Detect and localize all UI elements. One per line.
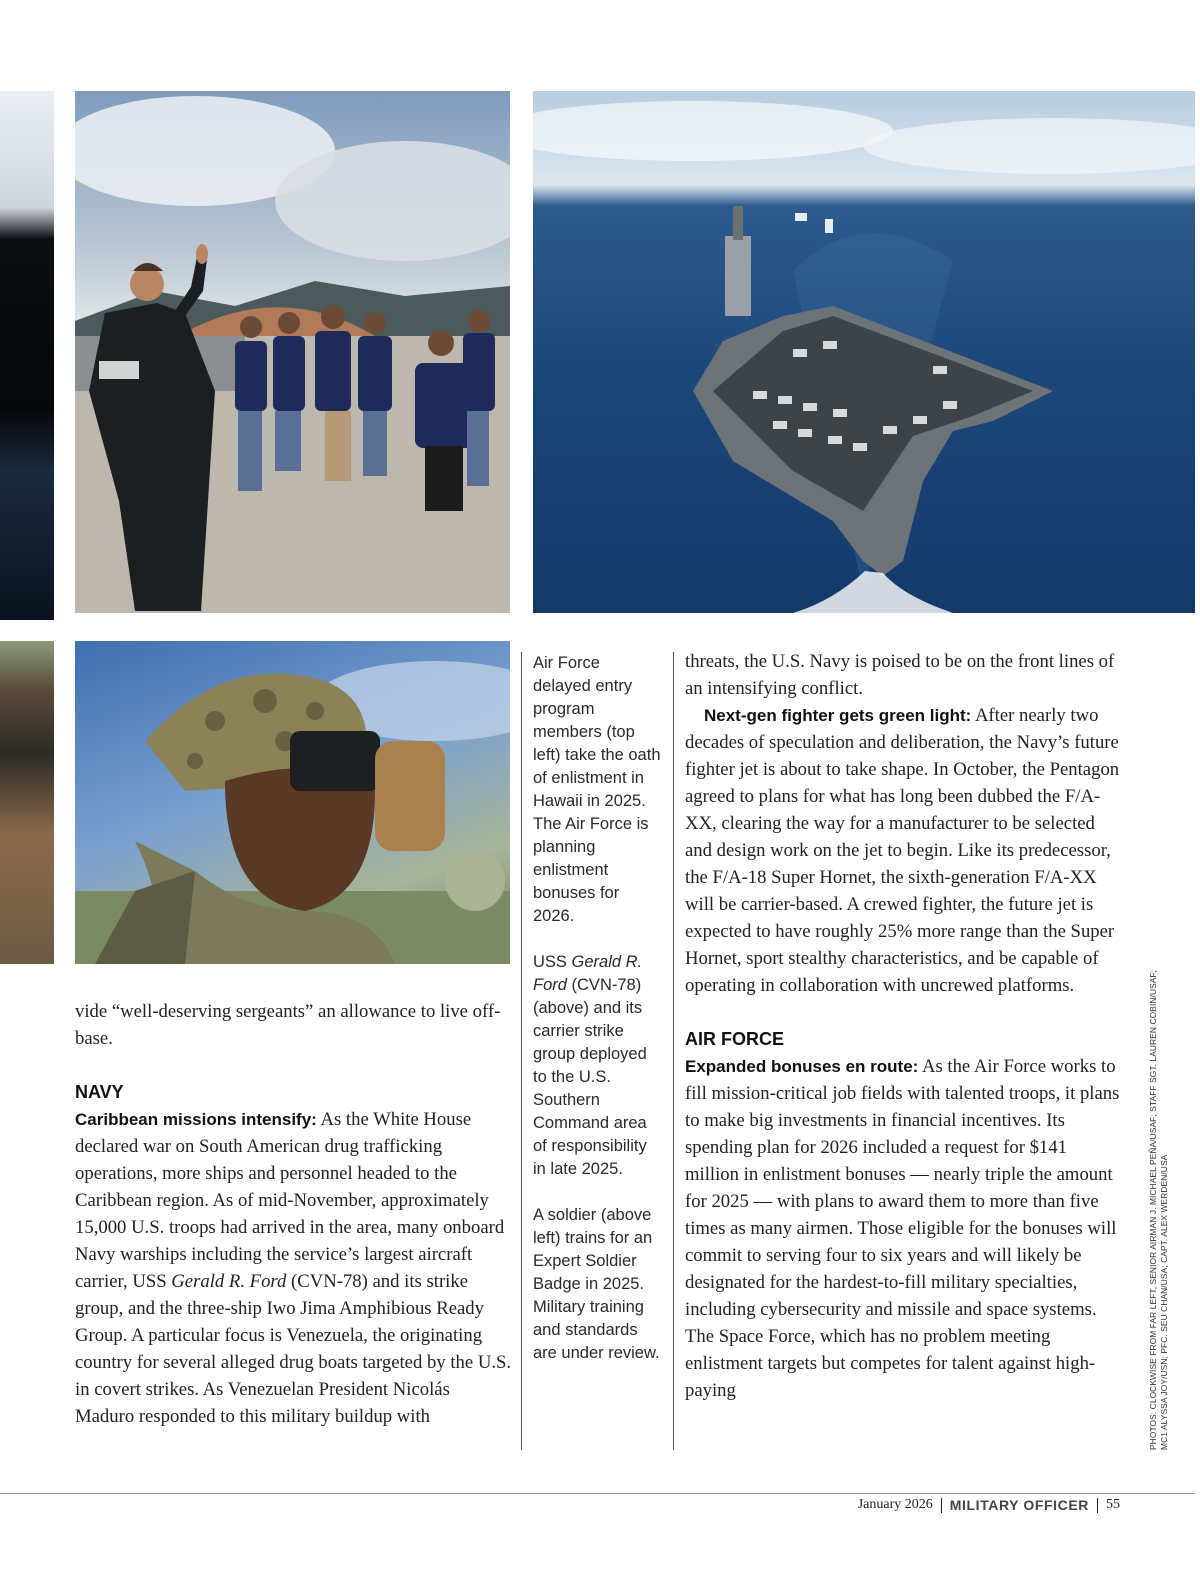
fighter-body: After nearly two decades of speculation and deliberation, the Navy’s future fighter jet is about to take shape. In October, the Pentagon agreed to plans for what has long been dubbed the F/A-XX, clearing the way for a manufacturer to be selected and design work on the jet to begin. Like its predecessor, the F/A-18 Super Hornet, the sixth-generation F/A-XX will be carrier-based. A crewed fighter, the future jet is expected to have roughly 25% more range than the Super Hornet, sport stealthy characteristics, and be capable of operating in collaboration with uncrewed platforms. <box>685 705 1120 996</box>
caption-soldier: A soldier (above left) trains for an Expert Soldier Badge in 2025. Military training and standards are under review. <box>533 1206 660 1362</box>
footer-date: January 2026 <box>857 1497 933 1512</box>
article-column-2 <box>685 648 1125 1404</box>
footer-separator <box>941 1498 942 1513</box>
footer-page-number: 55 <box>1106 1497 1120 1512</box>
navy-paragraph <box>75 1106 513 1430</box>
navy-body-1: As the White House declared war on South American drug trafficking operations, more ships and personnel headed to the Caribbean region. As of mid-November, approximately 15,000 U.S. troops had arrived in the area, many onboard Navy warships including the service’s largest aircraft carrier, USS <box>75 1109 505 1292</box>
photo-credit-line-2: MC1 ALYSSA JOY/USN; PFC. SEU CHAN/USA; CAPT. ALEX WERDEN/USA <box>1159 1154 1169 1450</box>
soldier-training-photo <box>75 641 510 964</box>
air-force-lead-in: Expanded bonuses en route: <box>685 1057 919 1076</box>
footer-separator <box>1097 1498 1098 1513</box>
caption-airmen: Air Force delayed entry program members (top left) take the oath of enlistment in Hawaii in 2025. The Air Force is planning enlistment bonuses for 2026. <box>533 654 661 925</box>
photo-credit-line-1: PHOTOS: CLOCKWISE FROM FAR LEFT, SENIOR AIRMAN J. MICHAEL PEÑA/USAF; STAFF SGT. LAUREN COBIN/USAF; <box>1148 969 1158 1450</box>
photo-credit <box>1148 970 1170 1450</box>
section-heading-air-force: AIR FORCE <box>685 1029 784 1049</box>
air-force-body: As the Air Force works to fill mission-critical job fields with talented troops, it plans to make big investments in financial incentives. Its spending plan for 2026 included a request for $141 million in enlistment bonuses — nearly triple the amount for 2025 — with plans to award them to more than five times as many airmen. Those eligible for the bonuses will commit to serving four to six years and will likely be designated for the hardest-to-fill military specialties, including cybersecurity and missile and space systems. The Space Force, which has no problem meeting enlistment targets but competes for talent against high-paying <box>685 1056 1120 1401</box>
column-divider <box>673 652 674 1450</box>
column-2-continuation: threats, the U.S. Navy is poised to be on the front lines of an intensifying conflict. <box>685 651 1115 699</box>
aircraft-carrier-photo <box>533 91 1195 613</box>
footer-magazine-name: MILITARY OFFICER <box>949 1497 1089 1513</box>
caption-ship-name: Gerald R. Ford <box>533 953 643 994</box>
cropped-photo-left-top <box>0 91 54 620</box>
caption-carrier-text: USS Gerald R. Ford (CVN-78) (above) and its carrier strike group deployed to the U.S. Southern Command area of responsibility in late 2025. <box>533 953 647 1178</box>
air-force-paragraph <box>685 1053 1125 1404</box>
page-footer <box>858 1497 1120 1513</box>
airmen-oath-photo <box>75 91 510 613</box>
navy-ship-name: Gerald R. Ford <box>171 1271 287 1292</box>
caption-carrier <box>533 951 661 1181</box>
fighter-paragraph <box>685 702 1125 999</box>
fighter-lead-in: Next-gen fighter gets green light: <box>704 706 972 725</box>
column-1-continuation: vide “well-deserving sergeants” an allowance to live off-base. <box>75 1001 501 1049</box>
footer-rule <box>0 1493 1195 1494</box>
cropped-photo-left-bottom <box>0 641 54 964</box>
article-column-1 <box>75 998 513 1430</box>
section-heading-navy: NAVY <box>75 1082 124 1102</box>
photo-captions <box>521 652 661 1450</box>
navy-lead-in: Caribbean missions intensify: <box>75 1110 317 1129</box>
navy-body-2: (CVN-78) and its strike group, and the three-ship Iwo Jima Amphibious Ready Group. A particular focus is Venezuela, the originating country for several alleged drug boats targeted by the U.S. in covert strikes. As Venezuelan President Nicolás Maduro responded to this military buildup with <box>75 1271 512 1427</box>
